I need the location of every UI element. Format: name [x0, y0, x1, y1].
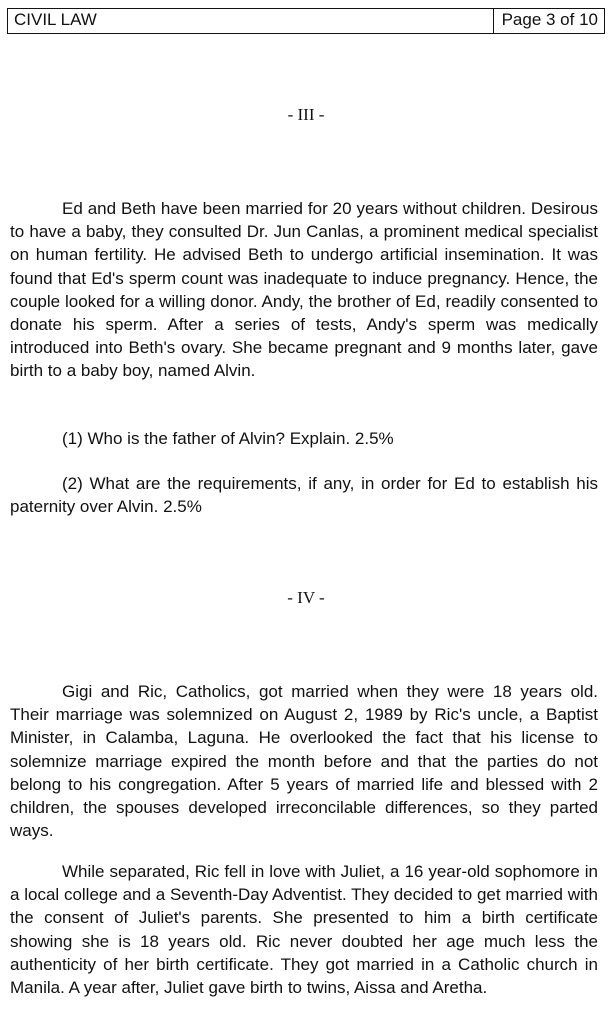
section-numeral-iii: - III -	[287, 105, 325, 124]
section-iv-paragraph-1: Gigi and Ric, Catholics, got married when they were 18 years old. Their marriage was solemnized on August 2, 1989 by Ric's uncle, a Baptist Minister, in Calamba, Laguna. He overlooked the fact that his license to solemnize marriage expired the month before and that the parties do not belong to his congregation. After 5 years of married life and blessed with 2 children, the spouses developed irreconcilable differences, so they parted ways.	[10, 682, 598, 841]
question-1: (1) Who is the father of Alvin? Explain. 2.5%	[62, 429, 394, 448]
section-iii-paragraph: Ed and Beth have been married for 20 years without children. Desirous to have a baby, they consulted Dr. Jun Canlas, a prominent medical specialist on human fertility. He advised Beth to undergo artificial insemination. It was found that Ed's sperm count was inadequate to induce pregnancy. Hence, the couple looked for a willing donor. Andy, the brother of Ed, readily consented to donate his sperm. After a series of tests, Andy's sperm was medically introduced into Beth's ovary. She became pregnant and 9 months later, gave birth to a baby boy, named Alvin.	[10, 199, 598, 381]
section-iv-paragraph-2: While separated, Ric fell in love with Juliet, a 16 year-old sophomore in a local college and a Seventh-Day Adventist. They decided to get married with the consent of Juliet's parents. She presented to him a birth certificate showing she is 18 years old. Ric never doubted her age much less the authenticity of her birth certificate. They got married in a Catholic church in Manila. A year after, Juliet gave birth to twins, Aissa and Aretha.	[10, 862, 598, 998]
section-numeral-iv: - IV -	[287, 588, 325, 607]
page-number: Page 3 of 10	[493, 9, 604, 33]
subject-title: CIVIL LAW	[14, 10, 97, 29]
page-header	[7, 8, 605, 34]
question-2: (2) What are the requirements, if any, in order for Ed to establish his paternity over Alvin. 2.5%	[10, 474, 598, 517]
